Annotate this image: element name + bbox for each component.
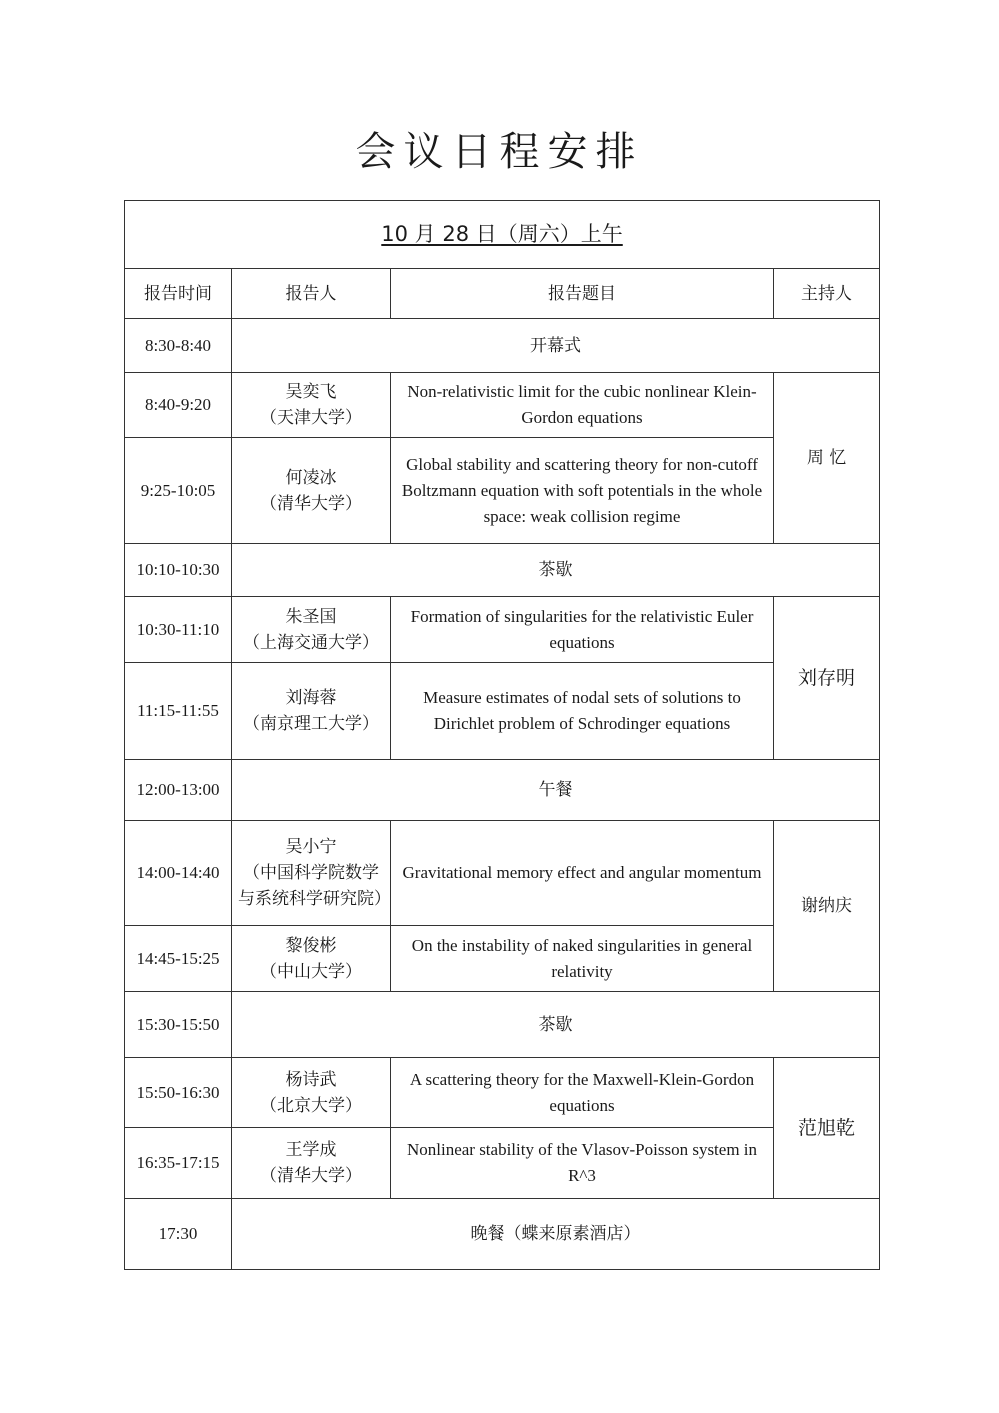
row-time: 15:50-16:30 bbox=[125, 1058, 232, 1128]
talk-title: Measure estimates of nodal sets of solutions to Dirichlet problem of Schrodinger equations bbox=[391, 663, 774, 760]
row-time: 8:30-8:40 bbox=[125, 319, 232, 373]
header-host: 主持人 bbox=[774, 269, 880, 319]
speaker-name: 吴奕飞 bbox=[285, 382, 337, 402]
row-time: 10:30-11:10 bbox=[125, 597, 232, 663]
table-row bbox=[125, 1058, 880, 1128]
row-event: 茶歇 bbox=[232, 992, 880, 1058]
header-title: 报告题目 bbox=[391, 269, 774, 319]
schedule-table bbox=[124, 200, 880, 1270]
speaker-affiliation: （清华大学） bbox=[260, 1166, 362, 1186]
speaker-affiliation: （北京大学） bbox=[260, 1095, 362, 1116]
row-time: 9:25-10:05 bbox=[125, 438, 232, 544]
speaker-name: 刘海蓉 bbox=[285, 688, 337, 708]
row-time: 12:00-13:00 bbox=[125, 760, 232, 821]
header-row bbox=[125, 269, 880, 319]
table-row bbox=[125, 319, 880, 373]
table-row bbox=[125, 438, 880, 544]
session-row bbox=[125, 201, 880, 269]
row-time: 16:35-17:15 bbox=[125, 1128, 232, 1199]
talk-title: A scattering theory for the Maxwell-Klein-Gordon equations bbox=[391, 1058, 774, 1128]
row-event: 开幕式 bbox=[232, 319, 880, 373]
table-row bbox=[125, 597, 880, 663]
table-row bbox=[125, 821, 880, 926]
speaker-name: 吴小宁 bbox=[285, 837, 337, 857]
host-cell: 范旭乾 bbox=[774, 1058, 880, 1199]
speaker-affiliation: （上海交通大学） bbox=[243, 632, 379, 653]
host-cell: 刘存明 bbox=[774, 597, 880, 760]
host-cell: 谢纳庆 bbox=[774, 821, 880, 992]
talk-title: Formation of singularities for the relativistic Euler equations bbox=[391, 597, 774, 663]
speaker-affiliation: （中国科学院数学与系统科学研究院） bbox=[238, 863, 391, 909]
row-time: 8:40-9:20 bbox=[125, 373, 232, 438]
speaker-cell bbox=[232, 663, 391, 760]
table-row bbox=[125, 1199, 880, 1270]
speaker-name: 何凌冰 bbox=[285, 467, 337, 488]
header-speaker: 报告人 bbox=[232, 269, 391, 319]
speaker-affiliation: （清华大学） bbox=[260, 493, 362, 514]
speaker-affiliation: （天津大学） bbox=[260, 408, 362, 428]
speaker-cell bbox=[232, 597, 391, 663]
table-row bbox=[125, 926, 880, 992]
row-time: 15:30-15:50 bbox=[125, 992, 232, 1058]
session-cell bbox=[125, 201, 880, 269]
table-row bbox=[125, 373, 880, 438]
speaker-affiliation: （中山大学） bbox=[260, 961, 362, 982]
page-title: 会议日程安排 bbox=[355, 129, 644, 175]
row-event: 晚餐（蝶来原素酒店） bbox=[232, 1199, 880, 1270]
speaker-cell bbox=[232, 1128, 391, 1199]
speaker-affiliation: （南京理工大学） bbox=[243, 714, 379, 734]
speaker-cell bbox=[232, 821, 391, 926]
row-event: 茶歇 bbox=[232, 544, 880, 597]
table-row bbox=[125, 544, 880, 597]
table-row bbox=[125, 992, 880, 1058]
talk-title: Gravitational memory effect and angular momentum bbox=[391, 821, 774, 926]
speaker-name: 黎俊彬 bbox=[285, 935, 337, 956]
speaker-name: 王学成 bbox=[285, 1140, 337, 1160]
talk-title: Global stability and scattering theory for non-cutoff Boltzmann equation with soft potentials in the whole space: weak collision regime bbox=[391, 438, 774, 544]
header-time: 报告时间 bbox=[125, 269, 232, 319]
table-row bbox=[125, 760, 880, 821]
row-event: 午餐 bbox=[232, 760, 880, 821]
speaker-cell bbox=[232, 438, 391, 544]
speaker-cell bbox=[232, 373, 391, 438]
table-row bbox=[125, 1128, 880, 1199]
row-time: 17:30 bbox=[125, 1199, 232, 1270]
talk-title: Non-relativistic limit for the cubic nonlinear Klein-Gordon equations bbox=[391, 373, 774, 438]
row-time: 10:10-10:30 bbox=[125, 544, 232, 597]
speaker-name: 朱圣国 bbox=[285, 606, 337, 627]
talk-title: Nonlinear stability of the Vlasov-Poisson system in R^3 bbox=[391, 1128, 774, 1199]
speaker-cell bbox=[232, 926, 391, 992]
session-title: 10 月 28 日（周六）上午 bbox=[381, 221, 623, 246]
row-time: 14:45-15:25 bbox=[125, 926, 232, 992]
speaker-name: 杨诗武 bbox=[285, 1069, 337, 1090]
talk-title: On the instability of naked singularities in general relativity bbox=[391, 926, 774, 992]
table-row bbox=[125, 663, 880, 760]
row-time: 14:00-14:40 bbox=[125, 821, 232, 926]
row-time: 11:15-11:55 bbox=[125, 663, 232, 760]
host-cell: 周 忆 bbox=[774, 373, 880, 544]
speaker-cell bbox=[232, 1058, 391, 1128]
